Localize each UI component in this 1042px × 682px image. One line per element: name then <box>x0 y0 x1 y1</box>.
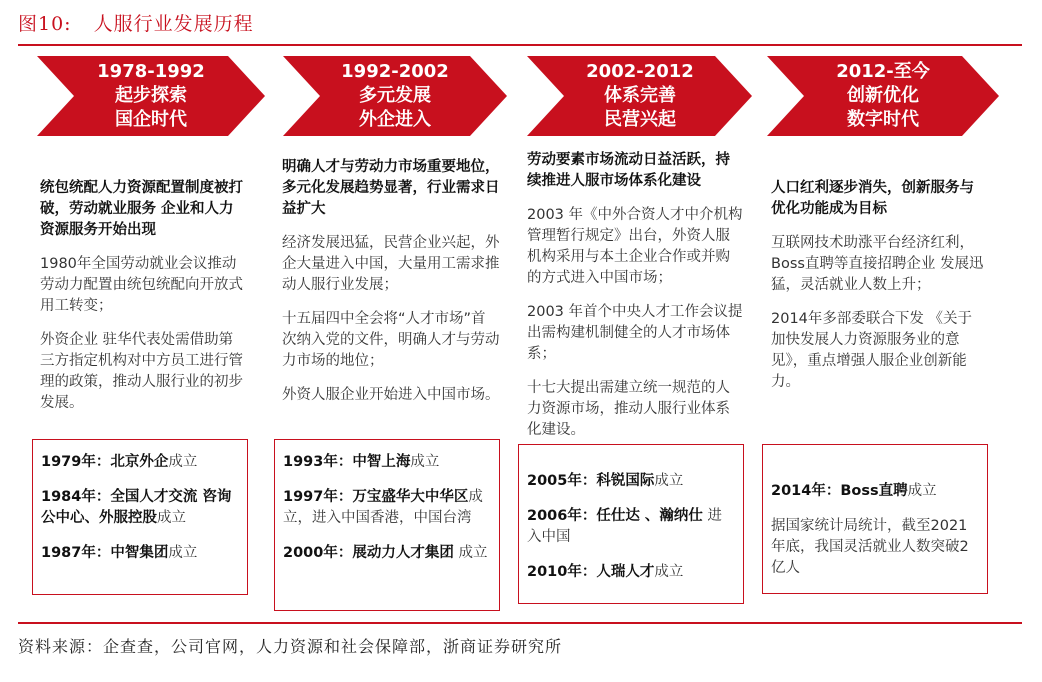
event-year: 1984年： <box>41 489 111 505</box>
stage-theme: 起步探索 <box>115 85 187 106</box>
event-item <box>41 543 239 564</box>
stage-theme: 多元发展 <box>359 85 431 106</box>
event-year: 2014年： <box>771 483 841 499</box>
stage-period: 1992-2002 <box>341 61 449 82</box>
events-box-4 <box>762 444 988 594</box>
event-item <box>771 481 979 502</box>
event-detail: 成立 <box>654 473 684 489</box>
stage-paragraph: 外资人服企业开始进入中国市场。 <box>282 387 500 403</box>
event-detail: 成立 <box>168 545 198 561</box>
event-year: 1979年： <box>41 454 111 470</box>
event-item <box>527 562 735 583</box>
stage-era: 民营兴起 <box>604 109 676 130</box>
stage-paragraph: 2003 年《中外合资人才中介机构管理暂行规定》出台，外资人服机构采用与本土企业合作或并购的方式进入中国市场； <box>527 207 743 286</box>
event-detail: 成立 <box>654 564 684 580</box>
event-detail: 成立 <box>453 545 488 561</box>
stage-theme: 体系完善 <box>604 85 676 106</box>
stage-period: 2012-至今 <box>836 61 930 82</box>
event-item <box>41 487 239 529</box>
stage-period: 1978-1992 <box>97 61 205 82</box>
stage-label-1 <box>51 60 251 132</box>
event-name: 展动力人才集团 <box>352 545 454 561</box>
stage-label-4 <box>783 60 983 132</box>
figure-number: 图10: <box>18 13 72 35</box>
events-box-3 <box>518 444 744 604</box>
stage-lead: 统包统配人力资源配置制度被打破，劳动就业服务 企业和人力资源服务开始出现 <box>40 180 243 238</box>
stage-paragraph: 外资企业 驻华代表处需借助第三方指定机构对中方员工进行管理的政策，推动人服行业的初步发展。 <box>40 332 243 411</box>
event-name: 北京外企 <box>110 454 169 470</box>
event-year: 2000年： <box>283 545 353 561</box>
event-name: 中智集团 <box>110 545 169 561</box>
stage-lead: 明确人才与劳动力市场重要地位，多元化发展趋势显著，行业需求日益扩大 <box>282 159 500 217</box>
stage-paragraph: 1980年全国劳动就业会议推动劳动力配置由统包统配向开放式用工转变； <box>40 256 243 314</box>
event-year: 2006年： <box>527 508 597 524</box>
event-detail: 据国家统计局统计，截至2021年底，我国灵活就业人数突破2亿人 <box>771 518 969 576</box>
event-item <box>527 471 735 492</box>
stage-lead: 劳动要素市场流动日益活跃，持续推进人服市场体系化建设 <box>527 152 730 189</box>
event-name: 任仕达 、瀚纳仕 <box>596 508 703 524</box>
event-detail: 成立 <box>157 510 186 526</box>
event-item <box>283 452 491 473</box>
source-note: 资料来源：企查查，公司官网，人力资源和社会保障部，浙商证券研究所 <box>18 637 563 656</box>
event-name: 人瑞人才 <box>596 564 655 580</box>
stage-description-3 <box>527 150 743 454</box>
event-item <box>283 543 491 564</box>
stage-description-2 <box>282 157 500 419</box>
event-item <box>283 487 491 529</box>
event-detail: 成立，进入中国香港，中国台湾 <box>283 489 483 526</box>
event-detail: 成立 <box>907 483 937 499</box>
stage-lead: 人口红利逐步消失，创新服务与优化功能成为目标 <box>771 180 974 217</box>
stage-paragraph: 2003 年首个中央人才工作会议提出需构建机制健全的人才市场体系； <box>527 304 743 362</box>
stage-description-4 <box>771 178 985 406</box>
event-name: 中智上海 <box>352 454 411 470</box>
event-year: 1993年： <box>283 454 353 470</box>
stage-paragraph: 互联网技术助涨平台经济红利，Boss直聘等直接招聘企业 发展迅猛，灵活就业人数上升； <box>771 235 984 293</box>
event-year: 1997年： <box>283 489 353 505</box>
event-year: 2005年： <box>527 473 597 489</box>
stage-era: 数字时代 <box>847 109 919 130</box>
stage-period: 2002-2012 <box>586 61 694 82</box>
stage-paragraph: 2014年多部委联合下发 《关于加快发展人力资源服务业的意见》，重点增强人服企业创新能力。 <box>771 311 973 390</box>
bottom-rule <box>18 622 1022 624</box>
stage-label-3 <box>540 60 740 132</box>
event-item <box>41 452 239 473</box>
event-note <box>771 516 979 579</box>
stage-paragraph: 经济发展迅猛，民营企业兴起，外企大量进入中国，大量用工需求推动人服行业发展； <box>282 235 500 293</box>
stage-paragraph: 十七大提出需建立统一规范的人力资源市场，推动人服行业体系化建设。 <box>527 380 730 438</box>
event-name: 万宝盛华大中华区 <box>352 489 469 505</box>
stage-description-1 <box>40 178 246 427</box>
figure-title-text: 人服行业发展历程 <box>93 13 254 35</box>
stage-era: 外企进入 <box>359 109 431 130</box>
event-year: 2010年： <box>527 564 597 580</box>
stage-era: 国企时代 <box>115 109 187 130</box>
events-box-2 <box>274 439 500 611</box>
stage-label-2 <box>295 60 495 132</box>
event-name: 全国人才交流 咨询公中心、外服控股 <box>41 489 232 526</box>
event-name: 科锐国际 <box>596 473 655 489</box>
stage-theme: 创新优化 <box>847 85 919 106</box>
events-box-1 <box>32 439 248 595</box>
event-detail: 成立 <box>410 454 440 470</box>
event-name: Boss直聘 <box>840 483 908 499</box>
event-item <box>527 506 735 548</box>
event-detail: 进入中国 <box>527 508 723 545</box>
event-year: 1987年： <box>41 545 111 561</box>
stage-paragraph: 十五届四中全会将“人才市场”首次纳入党的文件，明确人才与劳动力市场的地位； <box>282 311 500 369</box>
event-detail: 成立 <box>168 454 198 470</box>
